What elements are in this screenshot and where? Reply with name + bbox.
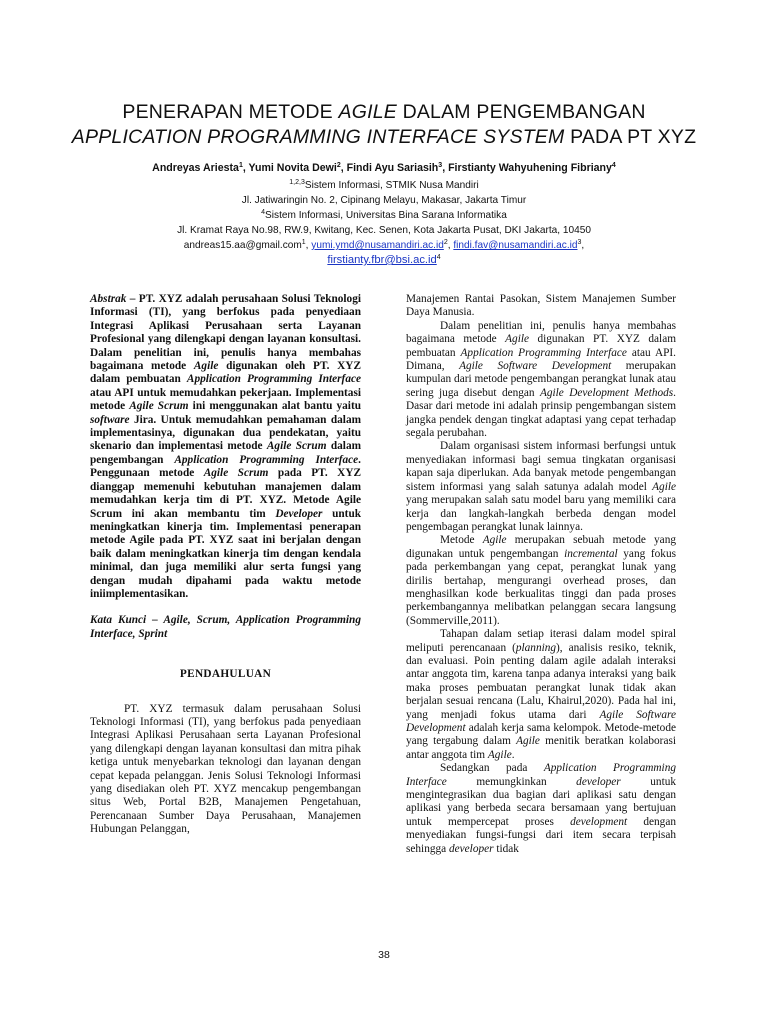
- address-1: Jl. Jatiwaringin No. 2, Cipinang Melayu, Makasar, Jakarta Timur: [241, 195, 527, 206]
- email-link-4[interactable]: firstianty.fbr@bsi.ac.id: [327, 254, 437, 266]
- paragraph-4: Tahapan dalam setiap iterasi dalam model spiral meliputi perencanaan (planning), analisis resiko, teknik, dan evaluasi. Poin penting dalam agile adalah interaksi antar anggota tim, karena tanpa adanya interaksi yang baik maka proses pembuatan perangkat lunak tidak akan berjalan sesuai rencana (Lalu, Khairul,2020). Pada hal ini, yang menjadi fokus utama dari Agile Software Development adalah kerja sama kelompok. Metode-metode yang tergabung dalam Agile menitik beratkan kolaborasi antar anggota tim Agile.: [406, 628, 676, 761]
- paragraph-continued: Manajemen Rantai Pasokan, Sistem Manajemen Sumber Daya Manusia.: [406, 293, 676, 319]
- intro-paragraph: PT. XYZ termasuk dalam perusahaan Solusi Teknologi Informasi (TI), yang berfokus pada penyediaan Integrasi Aplikasi Perusahaan serta Layanan Profesional yang dilengkapi dengan layanan konsultasi dan mitra pihak ketiga untuk menyebarkan teknologi dan layanan dengan cepat kepada pelanggan. Jenis Solusi Teknologi Informasi yang disediakan oleh PT. XYZ mencakup pengembangan situs Web, Portal B2B, Manajemen Pengetahuan, Perencanaan Sumber Daya Perusahaan, Manajemen Hubungan Pelanggan,: [90, 702, 361, 836]
- address-2: Jl. Kramat Raya No.98, RW.9, Kwitang, Kec. Senen, Kota Jakarta Pusat, DKI Jakarta, 10450: [177, 225, 591, 236]
- paragraph-1: Dalam penelitian ini, penulis hanya membahas bagaimana metode Agile digunakan PT. XYZ dalam pembuatan Application Programming Interface atau API. Dimana, Agile Software Development merupakan kumpulan dari metode pengembangan perangkat lunak atau sering juga disebut dengan Agile Development Methods. Dasar dari metode ini adalah prinsip pengembangan sistem jangka pendek dengan tingkat adaptasi yang cepat terhadap segala perubahan.: [406, 319, 676, 440]
- page-number: 38: [378, 949, 390, 961]
- affiliation-1: $^{1,2,3}$Sistem Informasi, STMIK Nusa Mandiri: [289, 179, 479, 191]
- paper-title: [40, 100, 728, 150]
- right-column: [406, 293, 676, 856]
- email-link-2[interactable]: yumi.ymd@nusamandiri.ac.id: [311, 240, 444, 251]
- left-column: [90, 293, 361, 837]
- section-heading: PENDAHULUAN: [179, 668, 272, 681]
- affiliations: [40, 178, 728, 268]
- email-link-3[interactable]: findi.fav@nusamandiri.ac.id: [453, 240, 578, 251]
- keywords: Kata Kunci – Agile, Scrum, Application Programming Interface, Sprint: [90, 614, 361, 640]
- paragraph-5: Sedangkan pada Application Programming Interface memungkinkan developer untuk mengintegrasikan dua bagian dari aplikasi satu dengan aplikasi yang berbeda secara bersamaan yang bertujuan untuk mempercepat proses development dengan menyediakan fungsi-fungsi dari item secara terpisah sehingga developer tidak: [406, 762, 676, 855]
- title-line-2: APPLICATION PROGRAMMING INTERFACE SYSTEM PADA PT XYZ: [71, 126, 697, 148]
- author-list: Andreyas Ariesta$^1$, Yumi Novita Dewi$^2$, Findi Ayu Sariasih$^3$, Firstianty Wahyuhening Fibriany$^4$: [152, 162, 616, 174]
- email-line: andreas15.aa@gmail.com$^1$, $yumi.ymd@nusamandiri.ac.id^2$, $findi.fav@nusamandiri.ac.id^3$,: [183, 239, 585, 251]
- title-line-1: PENERAPAN METODE AGILE DALAM PENGEMBANGAN: [122, 101, 646, 123]
- affiliation-2: $^4$Sistem Informasi, Universitas Bina Sarana Informatika: [261, 209, 507, 221]
- abstract: Abstrak – PT. XYZ adalah perusahaan Solusi Teknologi Informasi (TI), yang berfokus pada penyediaan Integrasi Aplikasi Perusahaan serta Layanan Profesional yang dilengkapi dengan layanan konsultasi. Dalam penelitian ini, penulis hanya membahas bagaimana metode Agile digunakan oleh PT. XYZ dalam pembuatan Application Programming Interface atau API untuk memudahkan pekerjaan. Implementasi metode Agile Scrum ini menggunakan alat bantu yaitu software Jira. Untuk memudahkan pemahaman dalam implementasinya, digunakan dua pendekatan, yaitu skenario dan implementasi metode Agile Scrum dalam pengembangan Application Programming Interface. Penggunaan metode Agile Scrum pada PT. XYZ dianggap memenuhi kebutuhan manajemen dalam memudahkan kerja tim di PT. XYZ. Metode Agile Scrum ini akan membantu tim Developer untuk meningkatkan kinerja tim. Implementasi penerapan metode Agile pada PT. XYZ saat ini berjalan dengan baik dalam meningkatkan kinerja tim dengan kendala minimal, dan juga memiliki alur serta fungsi yang dengan mudah dipahami pada waktu metode iniimplementasikan.: [90, 293, 362, 600]
- paragraph-3: Metode Agile merupakan sebuah metode yang digunakan untuk pengembangan incremental yang fokus pada perkembangan yang cepat, perangkat lunak yang dirilis bertahap, mengurangi overhead proses, dan menghasilkan kode berkualitas tinggi dan pada proses perkembangannya melibatkan pelanggan secara langsung (Sommerville,2011).: [406, 534, 676, 627]
- paragraph-2: Dalam organisasi sistem informasi berfungsi untuk menyediakan informasi bagi semua tingkatan organisasi kapan saja diperlukan. Ada banyak metode pengembangan sistem informasi yang salah satunya adalah model Agile yang merupakan salah satu model baru yang memiliki cara kerja dan langkah-langkah berbeda dengan model pengembagan perangkat lunak lainnya.: [406, 440, 676, 533]
- email-1: andreas15.aa@gmail.com: [183, 240, 302, 251]
- email-line-2: $firstianty.fbr@bsi.ac.id^4$: [327, 254, 441, 266]
